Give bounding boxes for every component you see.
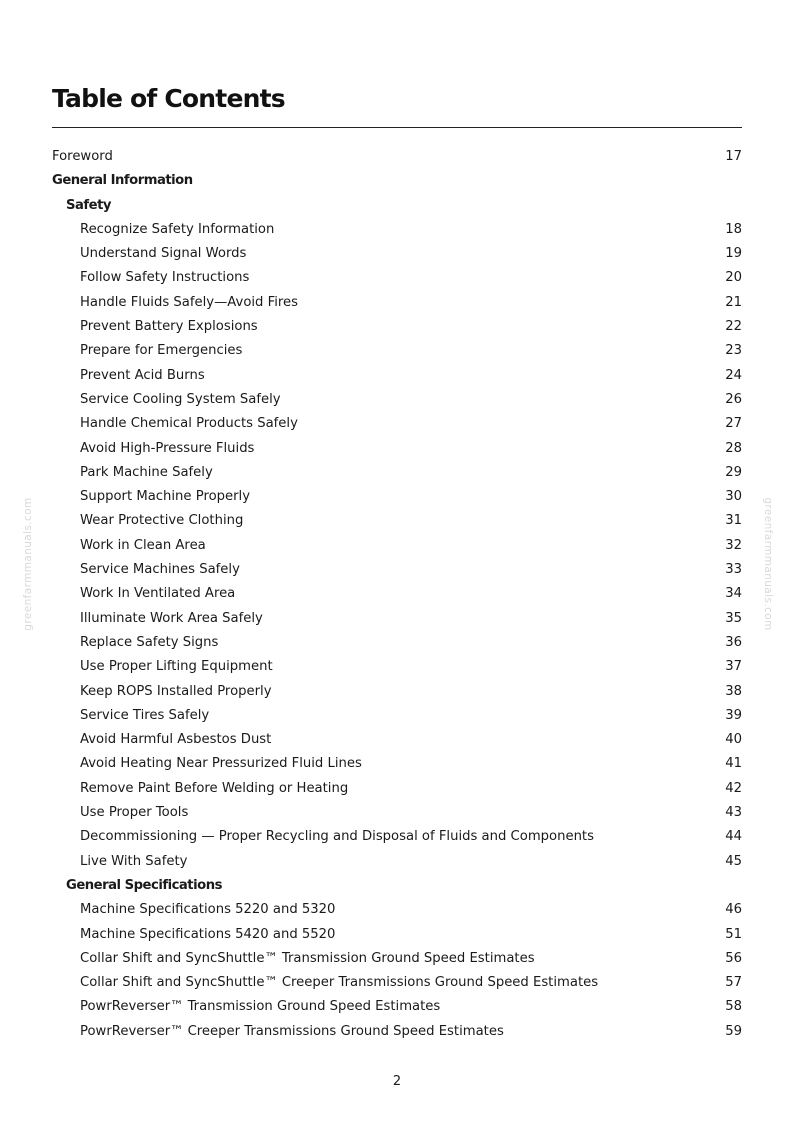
toc-section-heading [52,169,742,193]
toc-entry-title: Use Proper Lifting Equipment [80,659,273,675]
toc-entry-page: 42 [725,780,742,796]
toc-entry-title: Park Machine Safely [80,464,213,480]
toc-entry-title: Collar Shift and SyncShuttle™ Creeper Transmissions Ground Speed Estimates [80,975,599,991]
toc-entry[interactable] [52,923,742,947]
toc-entry-title: Support Machine Properly [80,489,251,505]
toc-entry-page: 41 [725,756,742,772]
toc-entry-title: Foreword [52,149,113,164]
toc-entry[interactable] [52,631,742,655]
toc-entry-page: 38 [725,683,742,699]
toc-entry-page: 58 [725,999,742,1015]
toc-entry-title: Prepare for Emergencies [80,343,243,359]
toc-entry-page: 20 [725,270,742,286]
toc-entry-page: 57 [725,975,742,991]
table-of-contents [52,145,742,1044]
toc-entry[interactable] [52,339,742,363]
toc-entry[interactable] [52,266,742,290]
toc-entry-title: General Information [52,173,193,189]
toc-entry-title: Safety [66,197,111,213]
toc-entry-page: 26 [725,391,742,407]
toc-entry[interactable] [52,412,742,436]
toc-entry[interactable] [52,655,742,679]
toc-entry-page: 39 [725,707,742,723]
toc-entry-page: 51 [725,926,742,942]
toc-entry-title: Recognize Safety Information [80,221,275,237]
toc-entry[interactable] [52,364,742,388]
toc-entry[interactable] [52,509,742,533]
toc-entry-page: 17 [725,149,742,164]
toc-entry-page: 56 [725,950,742,966]
toc-entry[interactable] [52,607,742,631]
toc-entry[interactable] [52,801,742,825]
toc-entry-title: Service Tires Safely [80,707,210,723]
toc-entry[interactable] [52,582,742,606]
title-divider [52,127,742,128]
toc-entry[interactable] [52,291,742,315]
toc-entry-page: 40 [725,732,742,748]
toc-entry-title: Understand Signal Words [80,246,247,262]
toc-entry[interactable] [52,388,742,412]
toc-entry-title: Decommissioning — Proper Recycling and Disposal of Fluids and Components [80,829,594,845]
toc-entry-page: 30 [725,489,742,505]
toc-entry[interactable] [52,242,742,266]
toc-entry-page: 37 [725,659,742,675]
toc-entry[interactable] [52,752,742,776]
toc-entry[interactable] [52,898,742,922]
watermark-left: greenfarmmanuals.com [22,497,34,631]
watermark-right: greenfarmmanuals.com [762,497,774,631]
toc-entry[interactable] [52,850,742,874]
toc-entry-title: Work in Clean Area [80,537,206,553]
toc-entry[interactable] [52,1020,742,1044]
toc-entry[interactable] [52,825,742,849]
toc-entry-title: Work In Ventilated Area [80,586,236,602]
toc-entry-title: Use Proper Tools [80,805,189,821]
toc-entry-title: General Specifications [66,877,222,893]
toc-entry-page: 22 [725,319,742,335]
toc-entry[interactable] [52,680,742,704]
toc-entry[interactable] [52,995,742,1019]
toc-entry-title: Handle Fluids Safely—Avoid Fires [80,294,299,310]
toc-section-heading [52,874,742,898]
toc-entry-title: Service Cooling System Safely [80,391,281,407]
toc-entry[interactable] [52,145,742,169]
toc-entry-title: Illuminate Work Area Safely [80,610,263,626]
toc-entry[interactable] [52,704,742,728]
toc-entry-title: Live With Safety [80,853,188,869]
toc-entry-page: 43 [725,805,742,821]
toc-entry-title: Machine Specifications 5420 and 5520 [80,926,336,942]
toc-entry-page: 45 [725,853,742,869]
toc-entry-page: 24 [725,367,742,383]
toc-entry-title: Remove Paint Before Welding or Heating [80,780,349,796]
toc-entry[interactable] [52,461,742,485]
toc-entry-title: Collar Shift and SyncShuttle™ Transmission Ground Speed Estimates [80,950,535,966]
toc-entry-title: Handle Chemical Products Safely [80,416,298,432]
toc-entry-page: 29 [725,464,742,480]
toc-entry-page: 23 [725,343,742,359]
toc-entry-page: 33 [725,562,742,578]
toc-entry-title: Service Machines Safely [80,562,240,578]
toc-entry[interactable] [52,437,742,461]
toc-entry-title: Keep ROPS Installed Properly [80,683,272,699]
toc-entry-title: Prevent Battery Explosions [80,319,258,335]
toc-entry[interactable] [52,315,742,339]
toc-entry-title: Prevent Acid Burns [80,367,205,383]
toc-entry[interactable] [52,534,742,558]
toc-entry-title: Machine Specifications 5220 and 5320 [80,902,336,918]
toc-entry[interactable] [52,218,742,242]
toc-entry-title: PowrReverser™ Transmission Ground Speed Estimates [80,999,441,1015]
toc-entry-page: 32 [725,537,742,553]
toc-entry[interactable] [52,971,742,995]
toc-entry-title: Avoid High-Pressure Fluids [80,440,255,456]
toc-entry[interactable] [52,728,742,752]
toc-entry-page: 21 [725,294,742,310]
page-title: Table of Contents [52,84,285,113]
toc-entry-page: 59 [725,1023,742,1039]
toc-entry-title: Avoid Heating Near Pressurized Fluid Lines [80,756,362,772]
toc-entry-title: Avoid Harmful Asbestos Dust [80,732,272,748]
toc-entry-page: 28 [725,440,742,456]
toc-entry[interactable] [52,558,742,582]
toc-entry-title: PowrReverser™ Creeper Transmissions Ground Speed Estimates [80,1023,504,1039]
toc-entry[interactable] [52,947,742,971]
toc-entry-page: 19 [725,246,742,262]
toc-entry-page: 46 [725,902,742,918]
toc-entry-page: 36 [725,634,742,650]
toc-section-heading [52,194,742,218]
toc-entry-page: 44 [725,829,742,845]
toc-entry-page: 31 [725,513,742,529]
toc-entry-title: Follow Safety Instructions [80,270,250,286]
toc-entry-title: Wear Protective Clothing [80,513,244,529]
toc-entry-page: 18 [725,221,742,237]
toc-entry-title: Replace Safety Signs [80,634,219,650]
toc-entry-page: 34 [725,586,742,602]
page-number: 2 [392,1074,402,1089]
toc-entry[interactable] [52,777,742,801]
toc-entry-page: 35 [725,610,742,626]
toc-entry[interactable] [52,485,742,509]
toc-entry-page: 27 [725,416,742,432]
